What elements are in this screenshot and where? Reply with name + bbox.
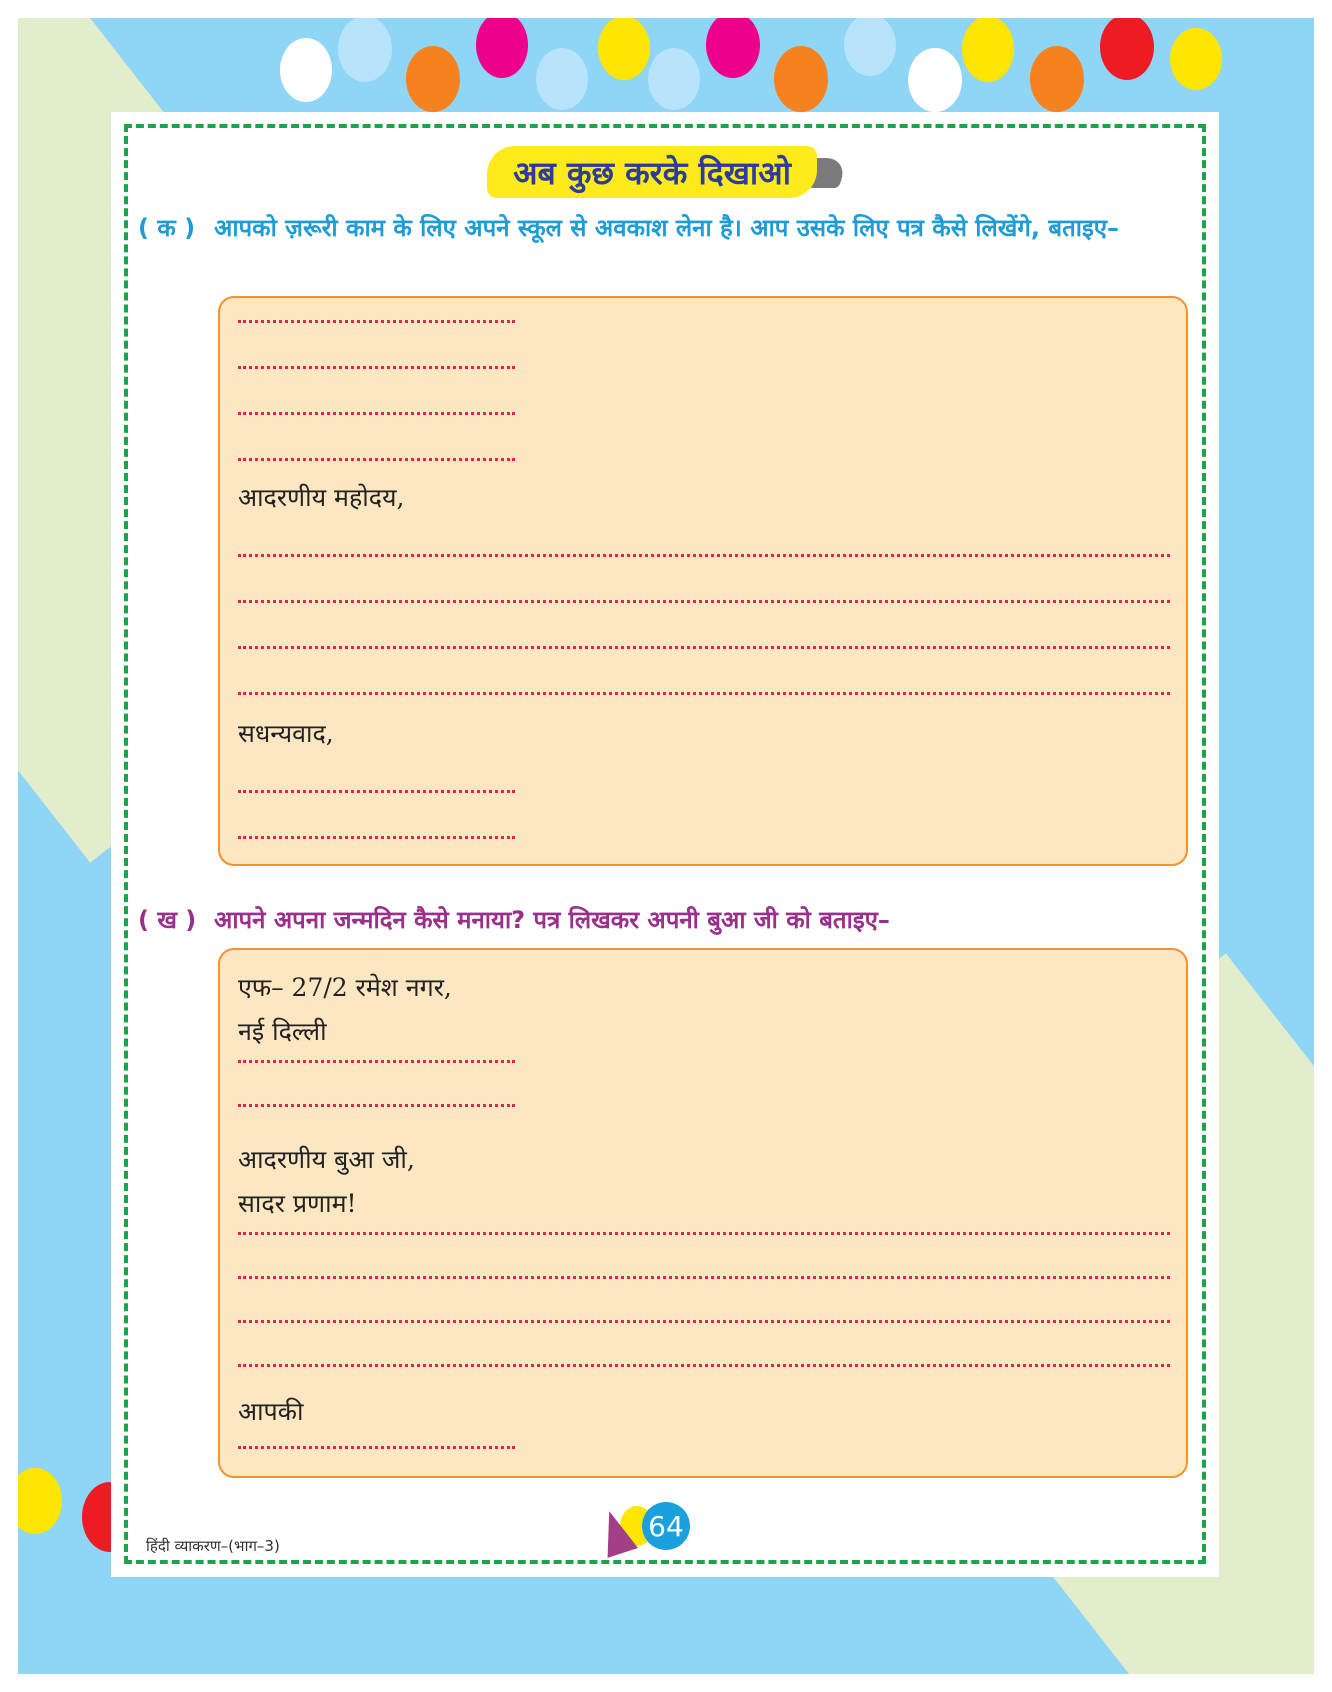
page-number: 64	[648, 1509, 684, 1543]
address-line-4	[238, 458, 515, 461]
letter-kh-address-line1: एफ– 27/2 रमेश नगर,	[238, 973, 452, 1002]
body-line-1	[238, 554, 1170, 557]
balloon-decoration	[774, 46, 828, 112]
letter-box-kh	[218, 948, 1188, 1478]
signature-line-2	[238, 836, 515, 839]
balloon-decoration	[476, 18, 528, 78]
balloon-decoration	[1030, 46, 1084, 112]
letter-k-closing: सधन्यवाद,	[238, 719, 334, 748]
question-kh-text: आपने अपना जन्मदिन कैसे मनाया? पत्र लिखकर अपनी बुआ जी को बताइए–	[214, 906, 890, 934]
question-kh	[138, 898, 1208, 942]
signature-line-1	[238, 790, 515, 793]
letter-kh-greeting: सादर प्रणाम!	[238, 1189, 357, 1218]
letter-kh-address-line2: नई दिल्ली	[238, 1017, 327, 1046]
page-number-badge	[642, 1502, 690, 1550]
balloon-decoration	[706, 18, 760, 78]
body-line-2	[238, 600, 1170, 603]
balloon-decoration	[406, 46, 460, 112]
address-line-4	[238, 1104, 515, 1107]
title-banner	[487, 146, 817, 198]
body-line-2	[238, 1276, 1170, 1279]
body-line-4	[238, 692, 1170, 695]
question-k	[138, 206, 1208, 296]
letter-k-salutation: आदरणीय महोदय,	[238, 483, 405, 512]
question-k-text: आपको ज़रूरी काम के लिए अपने स्कूल से अवकाश लेना है। आप उसके लिए पत्र कैसे लिखेंगे, बताइए–	[214, 214, 1120, 242]
question-kh-marker: ( ख )	[138, 906, 197, 934]
body-line-1	[238, 1232, 1170, 1235]
body-line-4	[238, 1364, 1170, 1367]
body-line-3	[238, 646, 1170, 649]
balloon-decoration	[18, 1468, 62, 1534]
address-line-1	[238, 320, 515, 323]
book-footer: हिंदी व्याकरण–(भाग–3)	[146, 1537, 280, 1555]
letter-kh-salutation: आदरणीय बुआ जी,	[238, 1145, 415, 1174]
address-line-2	[238, 366, 515, 369]
balloon-decoration	[962, 18, 1014, 82]
body-line-3	[238, 1320, 1170, 1323]
letter-box-k	[218, 296, 1188, 866]
question-k-marker: ( क )	[138, 214, 196, 242]
page-title: अब कुछ करके दिखाओ	[513, 153, 791, 192]
letter-kh-closing: आपकी	[238, 1397, 304, 1426]
balloon-decoration	[1170, 28, 1222, 90]
balloon-decoration	[844, 18, 896, 76]
address-line-3	[238, 1060, 515, 1063]
balloon-decoration	[648, 48, 700, 110]
balloon-decoration	[598, 18, 650, 80]
address-line-3	[238, 412, 515, 415]
balloon-decoration	[338, 18, 392, 82]
balloon-decoration	[1100, 18, 1154, 80]
balloon-decoration	[536, 48, 588, 110]
balloon-decoration	[908, 48, 962, 112]
signature-line-1	[238, 1446, 515, 1449]
balloon-decoration	[280, 38, 332, 102]
